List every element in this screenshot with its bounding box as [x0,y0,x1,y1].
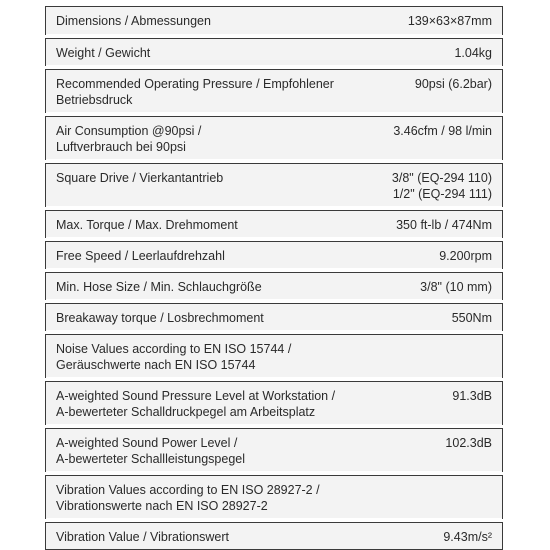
spec-value: 90psi (6.2bar) [414,77,492,91]
spec-row-free-speed [45,241,503,269]
spec-row-weight [45,38,503,66]
spec-row-hose-size [45,272,503,300]
spec-value: 1.04kg [454,46,492,60]
spec-value: 9.43m/s² [443,530,492,544]
spec-label: Noise Values according to EN ISO 15744 / Geräuschwerte nach EN ISO 15744 [56,342,292,372]
spec-row-vibration-values [45,475,503,519]
spec-label: Weight / Gewicht [56,46,151,60]
spec-row-square-drive [45,163,503,207]
spec-value: 350 ft-lb / 474Nm [396,218,492,232]
spec-value: 139×63×87mm [407,14,492,28]
spec-row-air-consumption [45,116,503,160]
spec-row-sound-power [45,428,503,472]
spec-value: 102.3dB [445,436,492,450]
spec-value: 9.200rpm [439,249,492,263]
spec-label: Free Speed / Leerlaufdrehzahl [56,249,225,263]
spec-value: 3/8" (10 mm) [420,280,492,294]
spec-value: 3/8" (EQ-294 110) 1/2" (EQ-294 111) [391,171,492,201]
spec-value: 91.3dB [452,389,492,403]
spec-row-vibration-value [45,522,503,550]
spec-label: Dimensions / Abmessungen [56,14,211,28]
spec-label: Square Drive / Vierkantantrieb [56,171,224,185]
spec-row-breakaway-torque [45,303,503,331]
spec-label: Min. Hose Size / Min. Schlauchgröße [56,280,262,294]
spec-label: A-weighted Sound Pressure Level at Workstation / A-bewerteter Schalldruckpegel am Arbeitsplatz [56,389,336,419]
spec-label: Vibration Value / Vibrationswert [56,530,230,544]
spec-row-dimensions [45,7,503,35]
spec-label: Breakaway torque / Losbrechmoment [56,311,264,325]
spec-label: A-weighted Sound Power Level / A-bewerteter Schallleistungspegel [56,436,245,466]
spec-value: 550Nm [451,311,492,325]
spec-label: Vibration Values according to EN ISO 28927-2 / Vibrationswerte nach EN ISO 28927-2 [56,483,320,513]
spec-label: Air Consumption @90psi / Luftverbrauch bei 90psi [56,124,202,154]
spec-table [45,6,503,550]
spec-row-noise-values [45,334,503,378]
spec-row-max-torque [45,210,503,238]
spec-label: Recommended Operating Pressure / Empfohlener Betriebsdruck [56,77,334,107]
spec-value: 3.46cfm / 98 l/min [393,124,492,138]
spec-row-operating-pressure [45,69,503,113]
spec-row-sound-pressure [45,381,503,425]
spec-label: Max. Torque / Max. Drehmoment [56,218,238,232]
